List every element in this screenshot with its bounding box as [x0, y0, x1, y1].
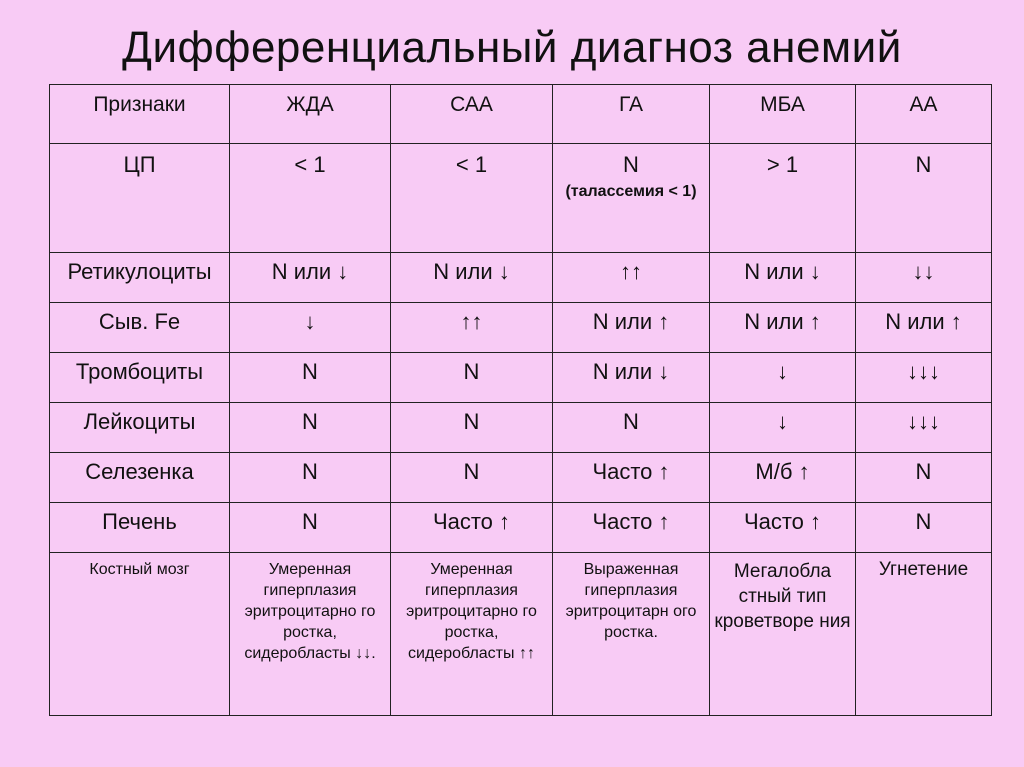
- table-cell: ↓: [710, 403, 856, 453]
- anemia-diagnosis-table: [49, 84, 992, 716]
- table-cell: Часто ↑: [391, 503, 553, 553]
- table-cell: > 1: [710, 144, 856, 253]
- table-cell: N: [856, 453, 992, 503]
- table-cell: < 1: [230, 144, 391, 253]
- table-cell: ↓: [230, 303, 391, 353]
- table-cell: < 1: [391, 144, 553, 253]
- table-cell: Мегалобла стный тип кроветворе ния: [710, 553, 856, 716]
- table-cell: N или ↓: [553, 353, 710, 403]
- table-cell: Часто ↑: [553, 503, 710, 553]
- row-label: Костный мозг: [50, 553, 230, 716]
- header-cell-aa: АА: [856, 85, 992, 144]
- table-cell: N или ↑: [553, 303, 710, 353]
- table-row: [50, 453, 992, 503]
- table-cell: Умеренная гиперплазия эритроцитарно го ростка, сидеробласты ↓↓.: [230, 553, 391, 716]
- table-cell: N: [230, 403, 391, 453]
- table-cell: ↓↓: [856, 253, 992, 303]
- header-cell-signs: Признаки: [50, 85, 230, 144]
- table-row: [50, 553, 992, 716]
- table-row: [50, 403, 992, 453]
- table-cell: N или ↓: [710, 253, 856, 303]
- row-label: ЦП: [50, 144, 230, 253]
- table-cell: N: [230, 353, 391, 403]
- header-cell-zhda: ЖДА: [230, 85, 391, 144]
- table-cell: N или ↓: [391, 253, 553, 303]
- table-cell: ↑↑: [553, 253, 710, 303]
- table-cell: N или ↑: [710, 303, 856, 353]
- table-cell: N: [391, 453, 553, 503]
- table-row: [50, 144, 992, 253]
- row-label: Селезенка: [50, 453, 230, 503]
- table-row: [50, 253, 992, 303]
- table-cell: N: [856, 503, 992, 553]
- row-label: Тромбоциты: [50, 353, 230, 403]
- row-label: Лейкоциты: [50, 403, 230, 453]
- table-cell: ↓↓↓: [856, 353, 992, 403]
- table-cell: ↑↑: [391, 303, 553, 353]
- header-cell-mba: МБА: [710, 85, 856, 144]
- table-cell: N: [230, 503, 391, 553]
- table-cell: ↓↓↓: [856, 403, 992, 453]
- table-cell: N или ↑: [856, 303, 992, 353]
- table-cell: Угнетение: [856, 553, 992, 716]
- table-cell-value: N: [623, 152, 639, 177]
- table-cell: N: [230, 453, 391, 503]
- row-label: Печень: [50, 503, 230, 553]
- table-cell: N: [391, 403, 553, 453]
- table-cell: N: [856, 144, 992, 253]
- table-cell: N или ↓: [230, 253, 391, 303]
- table-cell: N: [553, 403, 710, 453]
- table-row: [50, 353, 992, 403]
- table-cell: М/б ↑: [710, 453, 856, 503]
- header-row: [50, 85, 992, 144]
- slide-title: Дифференциальный диагноз анемий: [122, 23, 902, 72]
- table-cell: Выраженная гиперплазия эритроцитарн ого ростка.: [553, 553, 710, 716]
- header-cell-ga: ГА: [553, 85, 710, 144]
- table-cell: N: [391, 353, 553, 403]
- table-cell: Часто ↑: [710, 503, 856, 553]
- table-row: [50, 503, 992, 553]
- row-label: Сыв. Fe: [50, 303, 230, 353]
- table-cell: ↓: [710, 353, 856, 403]
- thalassemia-note: (талассемия < 1): [565, 183, 697, 200]
- table-cell-with-note: [553, 144, 710, 253]
- table-cell: Умеренная гиперплазия эритроцитарно го ростка, сидеробласты ↑↑: [391, 553, 553, 716]
- table-row: [50, 303, 992, 353]
- table-cell: Часто ↑: [553, 453, 710, 503]
- row-label: Ретикулоциты: [50, 253, 230, 303]
- header-cell-saa: САА: [391, 85, 553, 144]
